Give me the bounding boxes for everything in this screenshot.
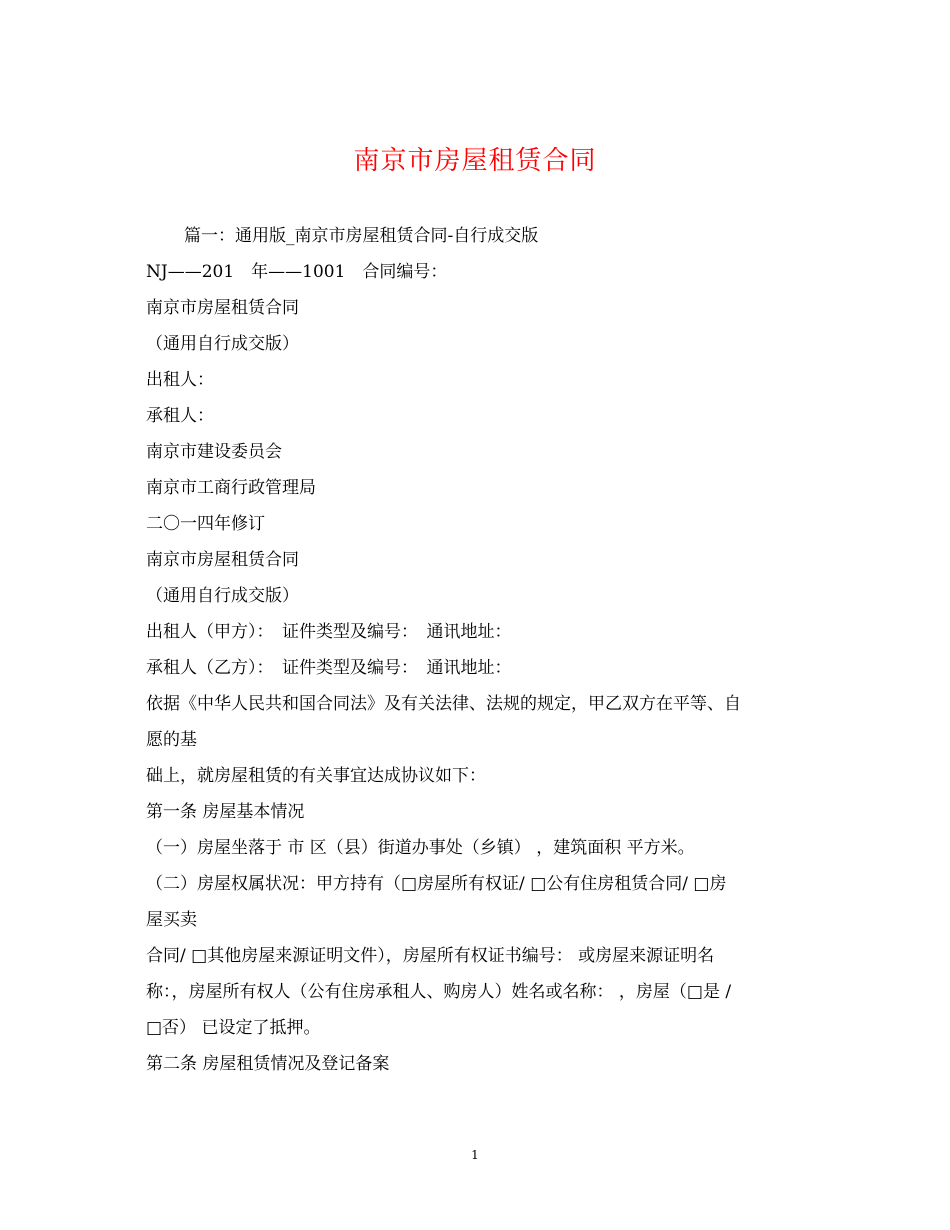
text-line: 础上，就房屋租赁的有关事宜达成协议如下： — [146, 766, 486, 786]
text-line: 南京市房屋租赁合同 — [146, 298, 299, 318]
document-title: 南京市房屋租赁合同 — [353, 146, 597, 176]
text-line: 称：，房屋所有权人（公有住房承租人、购房人）姓名或名称： ，房屋（□是 / — [146, 982, 732, 1002]
text-line: 南京市建设委员会 — [146, 442, 282, 462]
text-line: 南京市房屋租赁合同 — [146, 550, 299, 570]
section-heading: 第二条 房屋租赁情况及登记备案 — [146, 1054, 390, 1074]
text-line: 依据《中华人民共和国合同法》及有关法律、法规的规定，甲乙双方在平等、自 — [146, 694, 741, 714]
text-line: NJ——201 年——1001 合同编号： — [146, 262, 448, 282]
text-line: 愿的基 — [146, 730, 197, 750]
text-line: 出租人（甲方）： 证件类型及编号： 通讯地址： — [146, 622, 512, 642]
text-line: （通用自行成交版） — [146, 586, 299, 606]
text-line: （一）房屋坐落于 市 区（县）街道办事处（乡镇） ，建筑面积 平方米。 — [146, 838, 695, 858]
text-line: 承租人（乙方）： 证件类型及编号： 通讯地址： — [146, 658, 512, 678]
text-line: 屋买卖 — [146, 910, 197, 930]
text-line: 出租人： — [146, 370, 214, 390]
page-number: 1 — [471, 1148, 479, 1162]
document-body — [146, 218, 806, 1082]
text-line: 承租人： — [146, 406, 214, 426]
text-line: 篇一：通用版_南京市房屋租赁合同-自行成交版 — [184, 226, 539, 246]
text-line: 二〇一四年修订 — [146, 514, 265, 534]
text-line: （二）房屋权属状况：甲方持有（□房屋所有权证/ □公有住房租赁合同/ □房 — [146, 874, 727, 894]
text-line: 南京市工商行政管理局 — [146, 478, 316, 498]
text-line: □否） 已设定了抵押。 — [146, 1018, 321, 1038]
text-line: （通用自行成交版） — [146, 334, 299, 354]
text-line: 合同/ □其他房屋来源证明文件），房屋所有权证书编号： 或房屋来源证明名 — [146, 946, 715, 966]
section-heading: 第一条 房屋基本情况 — [146, 802, 305, 822]
